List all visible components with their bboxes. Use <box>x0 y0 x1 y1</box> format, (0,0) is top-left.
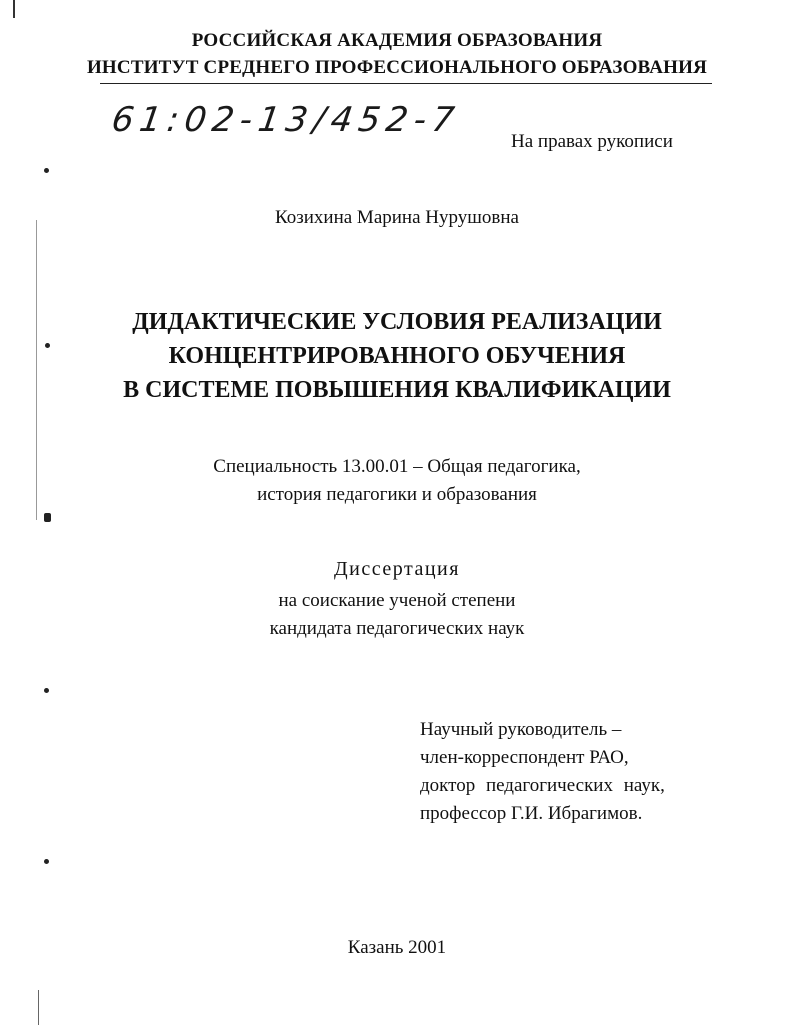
scan-edge-mark <box>13 0 15 18</box>
dissertation-line-2: кандидата педагогических наук <box>269 618 525 639</box>
scan-dot <box>44 688 49 693</box>
supervisor-block <box>420 716 665 828</box>
author-name: Козихина Марина Нурушовна <box>275 207 519 228</box>
dissertation-line-1: на соискание ученой степени <box>278 590 516 611</box>
scan-dot <box>44 168 49 173</box>
dissertation-block <box>0 558 794 643</box>
speciality-line-2: история педагогики и образования <box>257 484 537 505</box>
scan-dot <box>44 513 51 522</box>
supervisor-line-3: доктор педагогических наук, <box>420 775 665 796</box>
speciality-line-1: Специальность 13.00.01 – Общая педагогика, <box>213 456 581 477</box>
scan-edge-mark <box>38 990 39 1025</box>
place-and-year: Казань 2001 <box>347 937 447 958</box>
supervisor-line-1: Научный руководитель – <box>420 719 622 740</box>
speciality <box>0 453 794 509</box>
rights-note: На правах рукописи <box>511 131 673 152</box>
header-divider <box>100 83 712 84</box>
supervisor-line-2: член-корреспондент РАО, <box>420 747 629 768</box>
institution-line-2: ИНСТИТУТ СРЕДНЕГО ПРОФЕССИОНАЛЬНОГО ОБРАЗОВАНИЯ <box>86 57 708 78</box>
title-line-1: ДИДАКТИЧЕСКИЕ УСЛОВИЯ РЕАЛИЗАЦИИ <box>132 309 662 335</box>
handwritten-archive-number: 61:02-13/452-7 <box>109 100 463 140</box>
institution-line-1: РОССИЙСКАЯ АКАДЕМИЯ ОБРАЗОВАНИЯ <box>191 30 603 51</box>
scan-dot <box>44 859 49 864</box>
supervisor-line-4: профессор Г.И. Ибрагимов. <box>420 803 643 824</box>
title-line-3: В СИСТЕМЕ ПОВЫШЕНИЯ КВАЛИФИКАЦИИ <box>123 377 671 403</box>
title-line-2: КОНЦЕНТРИРОВАННОГО ОБУЧЕНИЯ <box>168 343 626 369</box>
thesis-title <box>0 305 794 407</box>
dissertation-label: Диссертация <box>334 558 460 580</box>
